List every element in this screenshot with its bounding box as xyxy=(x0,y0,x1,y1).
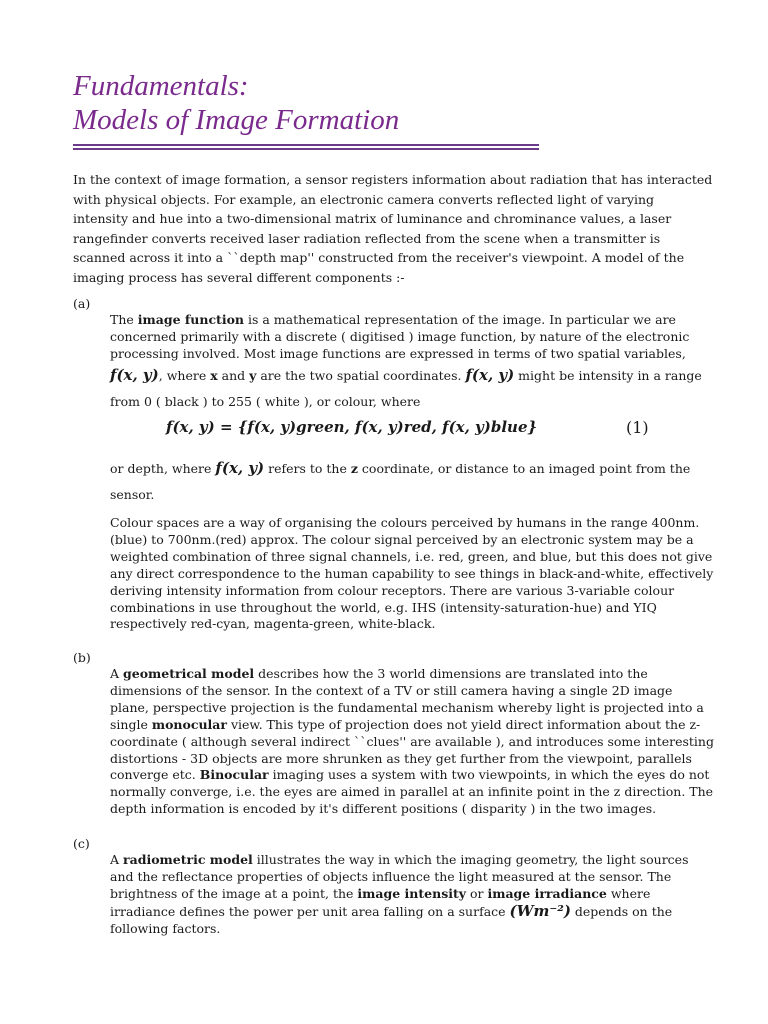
section-c-paragraph xyxy=(110,852,715,938)
text: A xyxy=(110,666,124,681)
text: is a mathematical representation of the image. In particular we are concerned primarily with a discrete ( digitised ) image function, by nature of the electronic processing involved. Most image functions are expressed in terms of two spatial variables, xyxy=(110,312,690,361)
term-binocular: Binocular xyxy=(199,767,269,783)
var-x: x xyxy=(210,367,218,383)
text: imaging uses a system with two viewpoints, in which the eyes do not normally converge, i.e. the eyes are aimed in parallel at an infinite point in the z direction. The depth information is encoded by it's different positions ( disparity ) in the two images. xyxy=(110,767,714,817)
text: might be intensity in a range from 0 ( black ) to 255 ( white ), or colour, where xyxy=(110,367,702,409)
text: or depth, where xyxy=(110,461,216,476)
term-image-irradiance: image irradiance xyxy=(487,885,607,901)
text: coordinate, or distance to an imaged point from the sensor. xyxy=(110,461,691,502)
title-rule-bottom xyxy=(73,148,539,150)
section-a-label: (a) xyxy=(73,296,91,311)
title-rule-top xyxy=(73,144,539,146)
text: A xyxy=(110,852,124,867)
text: and xyxy=(217,367,250,383)
section-c-label: (c) xyxy=(73,836,90,851)
term-image-intensity: image intensity xyxy=(357,885,467,901)
section-b-paragraph xyxy=(110,666,715,818)
term-monocular: monocular xyxy=(151,716,227,732)
page-title-line2: Models of Image Formation xyxy=(73,104,400,136)
text: view. This type of projection does not yield direct information about the z-coordinate ( although several indirect ``clues'' are available ), and introduces some interesting distortions - 3D objects are more shrunken as they get further from the viewpoint, parallels converge etc. xyxy=(110,716,714,783)
text: depends on the following factors. xyxy=(110,903,673,936)
text: refers to the xyxy=(264,461,351,476)
intro-paragraph: In the context of image formation, a sensor registers information about radiation that has interacted with physical objects. For example, an electronic camera converts reflected light of varying intensity and hue into a two-dimensional matrix of luminance and chrominance values, a laser rangefinder converts received laser radiation reflected from the scene when a transmitter is scanned across it into a ``depth map'' constructed from the receiver's viewpoint. A model of the imaging process has several different components :- xyxy=(73,172,713,285)
page-title-line1: Fundamentals: xyxy=(73,70,249,102)
equation-number: (1) xyxy=(626,418,649,437)
section-b-label: (b) xyxy=(73,650,91,665)
term-radiometric-model: radiometric model xyxy=(123,852,253,867)
term-image-function: image function xyxy=(137,312,244,327)
math-fxy: f(x, y) xyxy=(465,365,515,384)
var-y: y xyxy=(249,367,257,383)
section-a-paragraph3: Colour spaces are a way of organising the colours perceived by humans in the range 400nm. (blue) to 700nm.(red) approx. The colour signal perceived by an electronic system may be a weighted combination of three signal channels, i.e. red, green, and blue, but this does not give any direct correspondence to the human capability to see things in black-and-white, effectively deriving intensity information from colour receptors. There are various 3-variable colour combinations in use throughout the world, e.g. IHS (intensity-saturation-hue) and YIQ respectively red-cyan, magenta-green, white-black. xyxy=(110,515,714,632)
text: illustrates the way in which the imaging geometry, the light sources and the reflectance properties of objects influence the light measured at the sensor. The brightness of the image at a point, the xyxy=(110,852,689,901)
equation-1: f(x, y) = {f(x, y)green, f(x, y)red, f(x, y)blue} xyxy=(166,418,538,436)
text: where irradiance defines the power per unit area falling on a surface xyxy=(110,885,651,919)
text: are the two spatial coordinates. xyxy=(256,367,466,383)
text: The xyxy=(110,312,138,327)
math-fxy: f(x, y) xyxy=(215,459,265,477)
var-z: z xyxy=(350,461,358,476)
text: or xyxy=(466,885,488,901)
section-a-paragraph1 xyxy=(110,312,715,415)
text: describes how the 3 world dimensions are translated into the dimensions of the sensor. In the context of a TV or still camera having a single 2D image plane, perspective projection is the fundamental mechanism whereby light is projected into a single xyxy=(110,666,704,732)
term-geometrical-model: geometrical model xyxy=(123,666,255,681)
math-fxy: f(x, y) xyxy=(110,365,159,384)
math-units: (Wm⁻²) xyxy=(509,901,571,920)
text: , where xyxy=(158,367,211,383)
section-a-paragraph2 xyxy=(110,455,715,508)
